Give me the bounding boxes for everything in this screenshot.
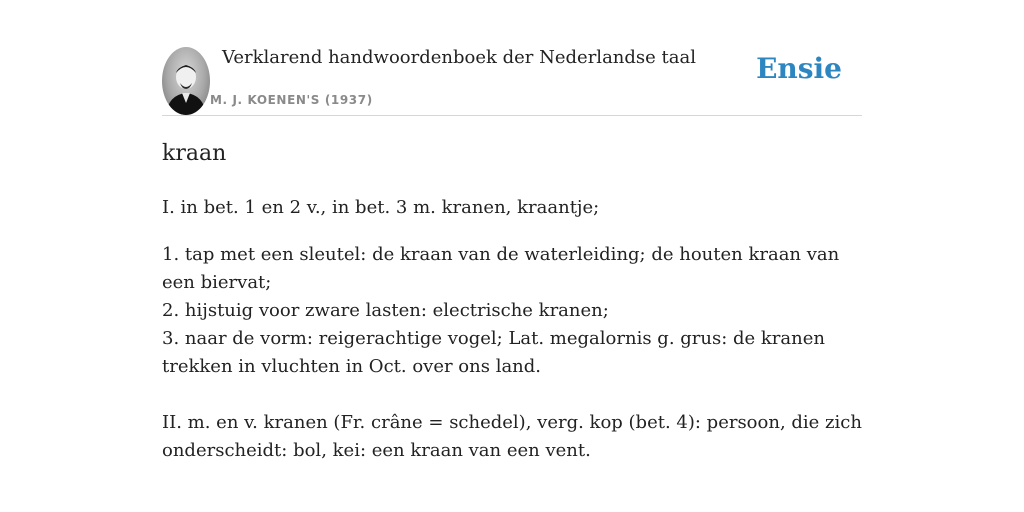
entry-headword: kraan bbox=[162, 141, 227, 166]
entry-content bbox=[162, 138, 862, 465]
definition-item: 3. naar de vorm: reigerachtige vogel; Lat. megalornis g. grus: de kranen trekken in vluchten in Oct. over ons land. bbox=[162, 328, 825, 377]
author-portrait bbox=[162, 47, 210, 115]
definition-list bbox=[162, 241, 862, 381]
book-title[interactable]: Verklarend handwoordenboek der Nederlandse taal bbox=[222, 47, 696, 68]
definition-item: 2. hijstuig voor zware lasten: electrische kranen; bbox=[162, 300, 609, 321]
ensie-logo-link[interactable]: Ensie bbox=[756, 52, 842, 85]
header bbox=[162, 46, 862, 116]
book-subtitle: M. J. KOENEN'S (1937) bbox=[210, 93, 373, 107]
definition-item: 1. tap met een sleutel: de kraan van de waterleiding; de houten kraan van een biervat; bbox=[162, 244, 840, 293]
spacer bbox=[162, 381, 862, 409]
entry-grammar: I. in bet. 1 en 2 v., in bet. 3 m. kranen, kraantje; bbox=[162, 197, 600, 218]
second-sense: II. m. en v. kranen (Fr. crâne = schedel), verg. kop (bet. 4): persoon, die zich onderscheidt: bol, kei: een kraan van een vent. bbox=[162, 412, 862, 461]
